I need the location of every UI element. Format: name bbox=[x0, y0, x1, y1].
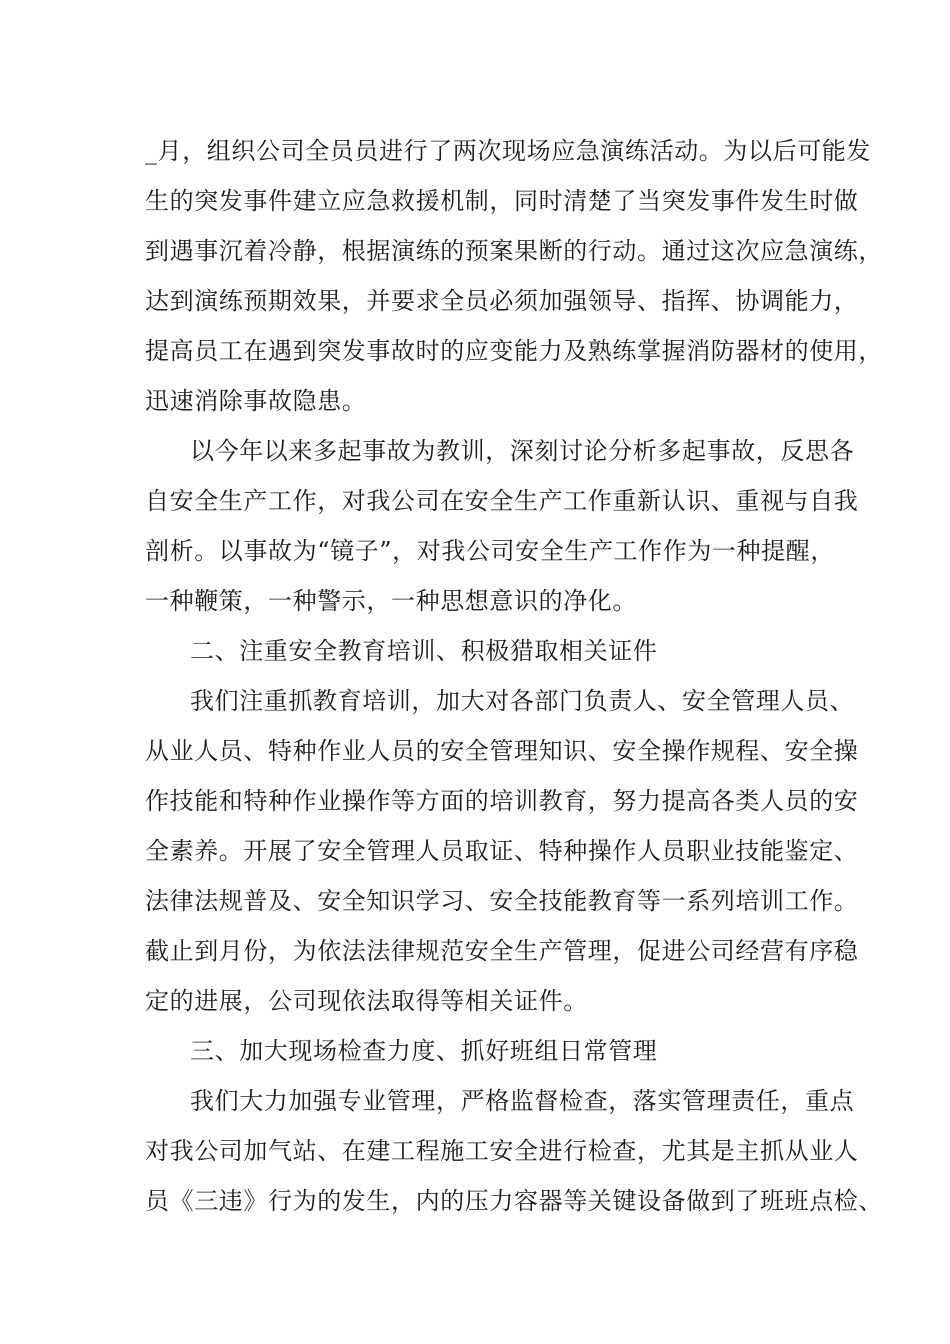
text-line: 从业人员、特种作业人员的安全管理知识、安全操作规程、安全操 bbox=[145, 737, 859, 765]
text-line: 剖析。以事故为“镜子”，对我公司安全生产工作作为一种提醒， bbox=[145, 537, 835, 565]
section-heading: 二、注重安全教育培训、积极猎取相关证件 bbox=[190, 637, 658, 665]
text-line: 员《三违》行为的发生，内的压力容器等关键设备做到了班班点检、 bbox=[145, 1187, 883, 1215]
text-line: 提高员工在遇到突发事故时的应变能力及熟练掌握消防器材的使用， bbox=[145, 337, 883, 365]
text-line: 我们大力加强专业管理，严格监督检查，落实管理责任，重点 bbox=[190, 1087, 855, 1115]
text-line: 对我公司加气站、在建工程施工安全进行检查，尤其是主抓从业人 bbox=[145, 1137, 859, 1165]
text-line: 我们注重抓教育培训，加大对各部门负责人、安全管理人员、 bbox=[190, 687, 855, 715]
text-line: 达到演练预期效果，并要求全员必须加强领导、指挥、协调能力， bbox=[145, 287, 859, 315]
text-line: 截止到月份，为依法法律规范安全生产管理，促进公司经营有序稳 bbox=[145, 937, 859, 965]
text-line: 到遇事沉着冷静，根据演练的预案果断的行动。通过这次应急演练， bbox=[145, 237, 883, 265]
text-line: 迅速消除事故隐患。 bbox=[145, 387, 367, 415]
text-line: 法律法规普及、安全知识学习、安全技能教育等一系列培训工作。 bbox=[145, 887, 859, 915]
text-line: _月，组织公司全员员进行了两次现场应急演练活动。为以后可能发 bbox=[145, 137, 871, 165]
text-line: 定的进展，公司现依法取得等相关证件。 bbox=[145, 987, 588, 1015]
text-line: 以今年以来多起事故为教训，深刻讨论分析多起事故，反思各 bbox=[190, 437, 855, 465]
text-line: 生的突发事件建立应急救援机制，同时清楚了当突发事件发生时做 bbox=[145, 187, 859, 215]
text-line: 作技能和特种作业操作等方面的培训教育，努力提高各类人员的安 bbox=[145, 787, 859, 815]
text-line: 全素养。开展了安全管理人员取证、特种操作人员职业技能鉴定、 bbox=[145, 837, 859, 865]
text-line: 自安全生产工作，对我公司在安全生产工作重新认识、重视与自我 bbox=[145, 487, 859, 515]
text-line: 一种鞭策，一种警示，一种思想意识的净化。 bbox=[145, 587, 637, 615]
section-heading: 三、加大现场检查力度、抓好班组日常管理 bbox=[190, 1037, 658, 1065]
